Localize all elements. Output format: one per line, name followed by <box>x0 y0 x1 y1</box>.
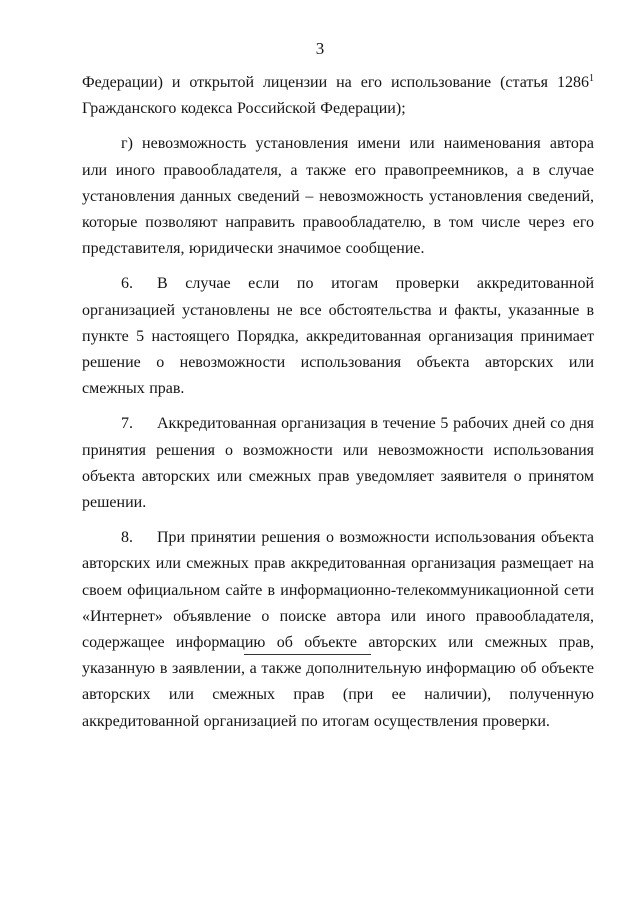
footnote-superscript: 1 <box>589 73 594 84</box>
document-body <box>82 70 594 735</box>
paragraph-text: Федерации) и открытой лицензии на его использование (статья 1286 <box>82 74 589 91</box>
paragraph-item-g <box>82 131 594 262</box>
paragraph-number: 7. <box>121 415 133 433</box>
page-number: 3 <box>315 39 325 58</box>
paragraph-continuation <box>82 70 594 122</box>
end-divider-line <box>244 654 371 655</box>
paragraph-text: г) невозможность установления имени или наименования автора или иного правообладателя, а также его правопреемников, а в случае установления данных сведений – невозможность установления сведений, которые позволяют направить правообладателю, в том числе через его представителя, юридически значимое сообщение. <box>82 135 594 258</box>
paragraph-text: При принятии решения о возможности использования объекта авторских или смежных прав аккредитованная организация размещает на своем официальном сайте в информационно-телекоммуникационной сети «Интернет» объявление о поиске автора или иного правообладателя, содержащее информацию об объекте авторских или смежных прав, указанную в заявлении, а также дополнительную информацию об объекте авторских или смежных прав (при ее наличии), полученную аккредитованной организацией по итогам осуществления проверки. <box>82 529 594 730</box>
paragraph-item-7 <box>82 411 594 516</box>
paragraph-number: 6. <box>121 275 133 293</box>
paragraph-number: 8. <box>121 529 133 547</box>
paragraph-text: В случае если по итогам проверки аккредитованной организацией установлены не все обстоятельства и факты, указанные в пункте 5 настоящего Порядка, аккредитованная организация принимает решение о невозможности использования объекта авторских или смежных прав. <box>82 275 594 398</box>
paragraph-item-6 <box>82 271 594 402</box>
paragraph-item-8 <box>82 525 594 735</box>
paragraph-text-after: Гражданского кодекса Российской Федерации); <box>82 100 406 118</box>
paragraph-text: Аккредитованная организация в течение 5 рабочих дней со дня принятия решения о возможности или невозможности использования объекта авторских или смежных прав уведомляет заявителя о принятом решении. <box>82 415 594 512</box>
